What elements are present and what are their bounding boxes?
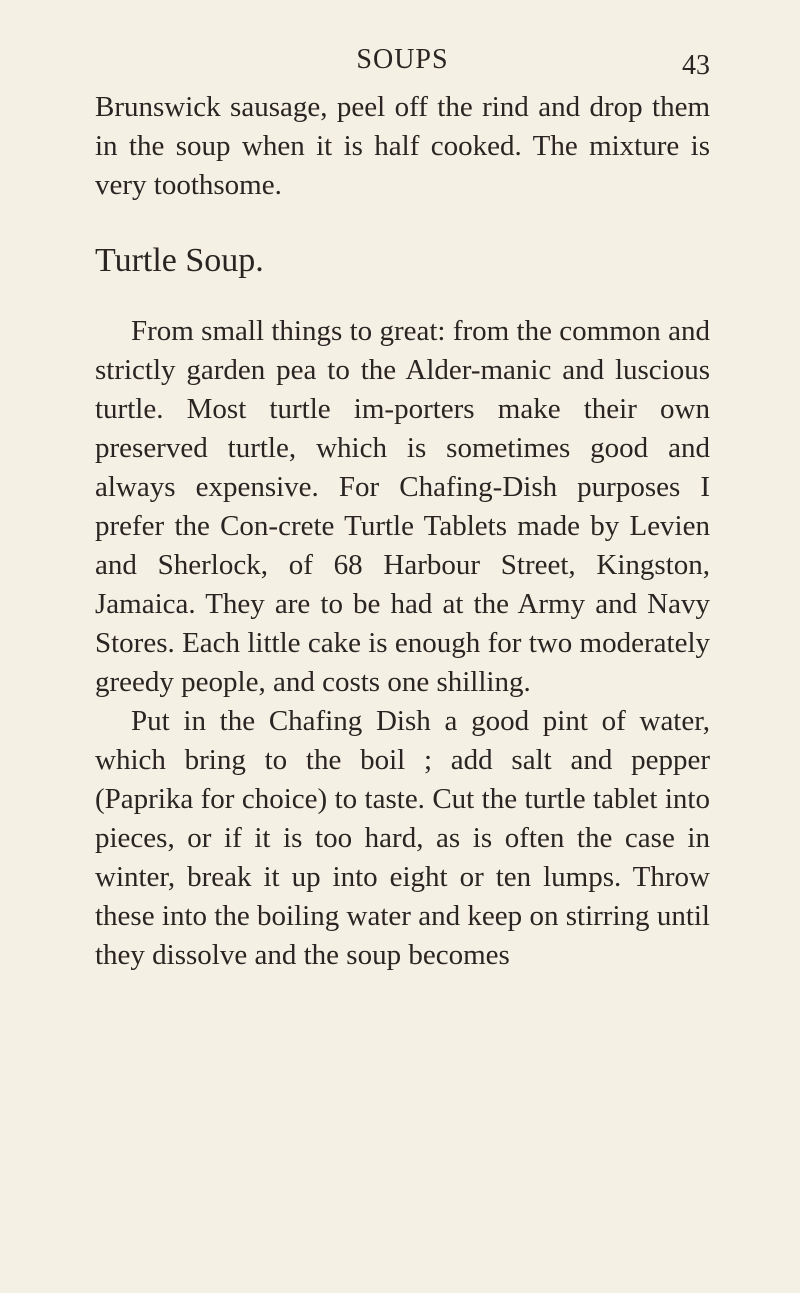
body-text	[95, 88, 710, 975]
continued-paragraph: Brunswick sausage, peel off the rind and drop them in the soup when it is half cooked. The mixture is very toothsome.	[95, 91, 710, 201]
page-number: 43	[682, 50, 710, 81]
section-heading: Turtle Soup.	[95, 242, 264, 279]
running-title: SOUPS	[356, 44, 449, 75]
running-head	[95, 44, 710, 84]
paragraph: Put in the Chafing Dish a good pint of water, which bring to the boil ; add salt and pepper (Paprika for choice) to taste. Cut the turtle tablet into pieces, or if it is too hard, as is often the case in winter, break it up into eight or ten lumps. Throw these into the boiling water and keep on stirring until they dissolve and the soup becomes	[95, 705, 710, 971]
paragraph: From small things to great: from the common and strictly garden pea to the Alder-manic and luscious turtle. Most turtle im-porters make their own preserved turtle, which is sometimes good and always expensive. For Chafing-Dish purposes I prefer the Con-crete Turtle Tablets made by Levien and Sherlock, of 68 Harbour Street, Kingston, Jamaica. They are to be had at the Army and Navy Stores. Each little cake is enough for two moderately greedy people, and costs one shilling.	[95, 315, 710, 698]
